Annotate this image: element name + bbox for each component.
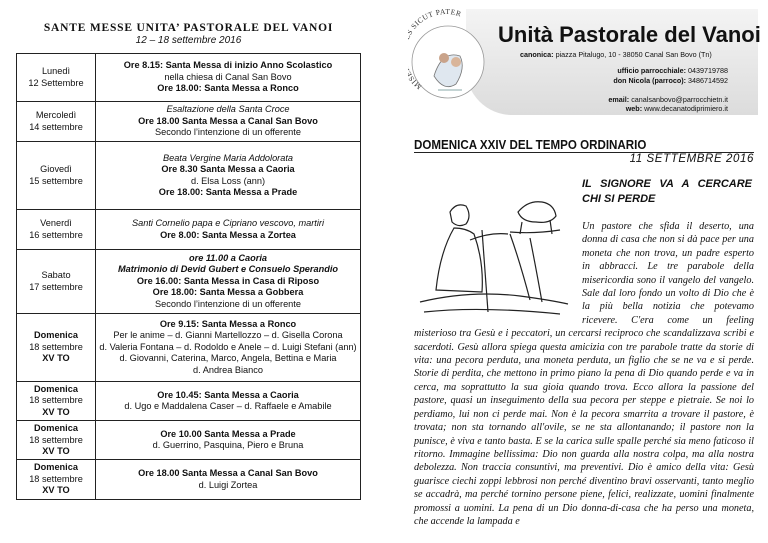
mass-line: Matrimonio di Devid Gubert e Consuelo Sperandio — [117, 264, 338, 275]
day-line: 18 settembre — [29, 341, 83, 352]
contact-info — [588, 66, 728, 114]
mass-line: Ore 18.00 Santa Messa a Canal San Bovo — [138, 115, 318, 126]
seal-text: MI SICUT PATER — [409, 6, 463, 92]
mass-line: d. Luigi Zortea — [198, 479, 258, 490]
mass-line: d. Guerrino, Pasquina, Piero e Bruna — [152, 440, 304, 451]
schedule-row — [17, 421, 361, 460]
mass-line: Ore 10.45: Santa Messa a Caoria — [157, 389, 299, 400]
mass-line: Esaltazione della Santa Croce — [166, 104, 290, 115]
article-text: Un pastore che sfida il deserto, una donna di casa che non si dà pace per una moneta che non trova, un padre esperto in abbracci. Le tre parabole della misericordia sono il vangelo del vangelo. Sale dal loro fondo un volto di Dio che è la più bella notizia che potevamo ricevere. C'era come un feeling misterioso tra Gesù e i peccatori, un cercarsi reciproco che scandalizzava scribi e sacerdoti. Gesù allora spiega questa amicizia con tre parabole tratte da storie di vita: una pecora perduta, una moneta perduta, un figlio che se ne va e si perde. Storie di perdita, che mettono in primo piano la pena di Dio quando perde e va in cerca, ma soprattutto la sua gioia quando trova. Ecco allora la passione del pastore, quasi un inseguimento della sua pecora per steppe e pietraie. Se noi lo perdiamo, lui non ci perde mai. Non è la pecora smarrita a trovare il pastore, è trovata; non sta tornando all'ovile, se ne sta allontanando; il pastore non la punisce, è viva e tanto basta. E se la carica sulle spalle perché sia meno faticoso il ritorno. Immagine bellissima: Dio non guarda alla nostra colpa, ma alla nostra debolezza. Non traccia consuntivi, ma preventivi. Dio è amico della vita: Gesù guarisce ciechi zoppi lebbrosi non perché diventino bravi osservanti, tanto meglio se accadrà, ma perché tornino persone piene, felici, realizzate, uomini finalmente promossi a uomini. La pena di un Dio donna-di-casa che ha perso una moneta, che accende la lampada e — [414, 221, 754, 527]
mass-line: Secondo l’intenzione di un offerente — [155, 298, 301, 309]
brand-title: Unità Pastorale del Vanoi — [498, 22, 761, 47]
day-line: 18 settembre — [29, 473, 83, 484]
day-line: XV TO — [42, 446, 70, 457]
schedule-day — [17, 54, 96, 102]
schedule-row — [17, 102, 361, 142]
schedule-day — [17, 421, 96, 460]
schedule-masses — [96, 210, 361, 250]
mass-line: d. Giovanni, Caterina, Marco, Angela, Bettina e Maria — [119, 353, 337, 364]
mass-line: d. Ugo e Maddalena Caser – d. Raffaele e Amabile — [124, 401, 332, 412]
canonica-address: canonica: piazza Pitalugo, 10 - 38050 Canal San Bovo (Tn) — [520, 50, 712, 59]
day-line: Domenica — [34, 384, 78, 394]
schedule-masses — [96, 460, 361, 499]
schedule-row — [17, 460, 361, 499]
mass-line: d. Valeria Fontana – d. Rodoldo e Anele – d. Luigi Stefani (ann) — [99, 341, 357, 352]
mass-line: Ore 18.00: Santa Messa a Ronco — [157, 83, 299, 94]
day-line: 15 settembre — [29, 175, 83, 186]
contact-row — [588, 85, 728, 95]
mass-line: Ore 8.00: Santa Messa a Zortea — [160, 229, 296, 240]
jubilee-logo-icon — [408, 6, 486, 116]
schedule-masses — [96, 421, 361, 460]
contact-row: email: canalsanbovo@parrocchietn.it — [608, 94, 728, 104]
schedule-row — [17, 142, 361, 210]
schedule-masses — [96, 142, 361, 210]
day-line: 16 settembre — [29, 229, 83, 240]
day-line: Domenica — [34, 330, 78, 341]
day-line: XV TO — [42, 353, 70, 364]
bulletin-page — [408, 0, 760, 543]
schedule-day — [17, 382, 96, 421]
article-title: IL SIGNORE VA A CERCARE CHI SI PERDE — [582, 178, 752, 205]
schedule-day — [17, 314, 96, 382]
schedule-day — [17, 142, 96, 210]
schedule-table — [16, 53, 361, 500]
schedule-day — [17, 460, 96, 499]
mass-line: Beata Vergine Maria Addolorata — [162, 152, 294, 163]
day-line: 18 settembre — [29, 395, 83, 406]
schedule-row — [17, 210, 361, 250]
day-line: 14 settembre — [29, 121, 83, 132]
schedule-day — [17, 250, 96, 314]
day-line: Giovedì — [40, 164, 72, 175]
sunday-title: DOMENICA XXIV DEL TEMPO ORDINARIO — [414, 138, 647, 152]
schedule-title: SANTE MESSE UNITA’ PASTORALE DEL VANOI — [43, 22, 334, 34]
mass-line: Ore 8.15: Santa Messa di inizio Anno Scolastico — [123, 60, 333, 71]
day-line: 17 settembre — [29, 281, 83, 292]
mass-schedule — [16, 22, 361, 500]
contact-row: web: www.decanatodiprimiero.it — [625, 104, 728, 114]
schedule-masses — [96, 102, 361, 142]
schedule-masses — [96, 314, 361, 382]
mass-line: Ore 8.30 Santa Messa a Caoria — [161, 164, 295, 175]
day-line: XV TO — [42, 406, 70, 417]
contact-row: ufficio parrocchiale: 0439719788 — [617, 66, 728, 75]
mass-line: Santi Cornelio papa e Cipriano vescovo, martiri — [131, 218, 324, 229]
sunday-date: 11 SETTEMBRE 2016 — [629, 153, 754, 165]
mass-line: d. Elsa Loss (ann) — [190, 175, 266, 186]
day-line: Mercoledì — [35, 110, 77, 121]
day-line: XV TO — [42, 485, 70, 496]
bulletin-header — [408, 4, 760, 120]
day-line: Lunedì — [41, 66, 71, 77]
article-body — [414, 220, 754, 528]
mass-line: Ore 9.15: Santa Messa a Ronco — [159, 318, 297, 329]
mass-line: ore 11.00 a Caoria — [189, 252, 267, 263]
mass-line: d. Andrea Bianco — [193, 364, 263, 375]
day-line: Domenica — [34, 462, 78, 473]
schedule-row — [17, 54, 361, 102]
mass-line: Ore 18.00: Santa Messa a Gobbera — [152, 287, 304, 298]
day-line: Venerdì — [40, 218, 72, 229]
schedule-subtitle: 12 – 18 settembre 2016 — [135, 35, 242, 46]
schedule-day — [17, 210, 96, 250]
mass-line: nella chiesa di Canal San Bovo — [164, 71, 292, 82]
schedule-day — [17, 102, 96, 142]
mass-line: Secondo l’intenzione di un offerente — [155, 127, 301, 138]
mass-line: Per le anime – d. Gianni Martellozzo – d. Gisella Corona — [113, 330, 343, 341]
day-line: 18 settembre — [29, 434, 83, 445]
schedule-row — [17, 250, 361, 314]
contact-row: don Nicola (parroco): 3486714592 — [613, 75, 728, 85]
schedule-masses — [96, 54, 361, 102]
schedule-row — [17, 382, 361, 421]
mass-line: Ore 16.00: Santa Messa in Casa di Riposo — [136, 275, 320, 286]
schedule-masses — [96, 250, 361, 314]
day-line: Domenica — [34, 423, 78, 434]
mass-line: Ore 18.00 Santa Messa a Canal San Bovo — [138, 468, 318, 479]
schedule-row — [17, 314, 361, 382]
mass-line: Ore 10.00 Santa Messa a Prade — [160, 428, 296, 439]
day-line: Sabato — [41, 270, 71, 281]
day-line: 12 Settembre — [28, 77, 84, 88]
schedule-masses — [96, 382, 361, 421]
mass-line: Ore 18.00: Santa Messa a Prade — [158, 186, 298, 197]
